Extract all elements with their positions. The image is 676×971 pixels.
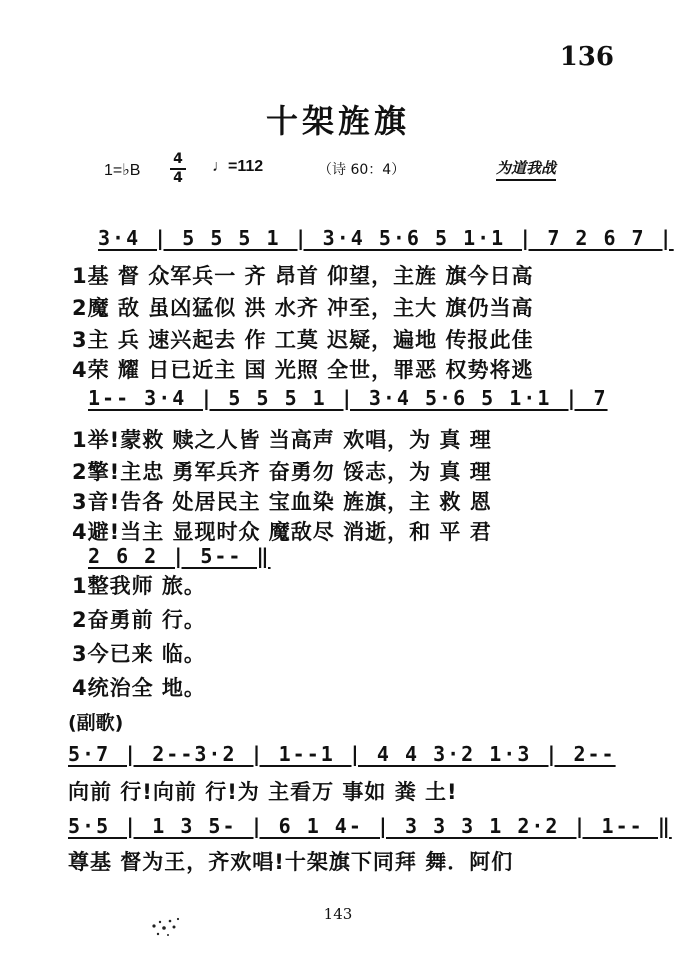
footer-page-number: 143 [323,905,353,923]
chorus-notation-line-2: 5·5 | 1 3 5- | 6 1 4- | 3 3 3 1 2·2 | 1-- ‖ [68,814,672,838]
lyric-verse-3-line-1: 3主 兵 速兴起去 作 工莫 迟疑，遍地 传报此佳 [72,328,534,352]
page-number: 136 [559,42,614,72]
chorus-lyric-line-1: 向前 行!向前 行!为 主看万 事如 粪 土! [68,780,458,804]
time-signature-top: 4 [173,151,183,167]
scripture-reference: （诗 60：4） [318,162,406,178]
tempo-marking: ♩=112 [212,158,264,175]
tune-name: 为道我战 [496,157,556,181]
lyric-verse-2-line-1: 2魔 敌 虽凶猛似 洪 水齐 冲至，主大 旗仍当高 [72,296,534,320]
notation-line-3: 2 6 2 | 5-- ‖ [88,544,271,568]
key-signature: 1=♭B [104,162,141,179]
lyric-verse-3-line-3: 3今已来 临。 [72,642,206,666]
notation-line-1: 3·4 | 5 5 5 1 | 3·4 5·6 5 1·1 | 7 2 6 7 | [98,226,674,250]
lyric-verse-1-line-2: 1举!蒙救 赎之人皆 当高声 欢唱，为 真 理 [72,428,492,452]
time-signature-bottom: 4 [173,170,183,186]
time-signature [170,152,186,186]
chorus-notation-line-1: 5·7 | 2--3·2 | 1--1 | 4 4 3·2 1·3 | 2-- [68,742,616,766]
lyric-verse-1-line-1: 1基 督 众军兵一 齐 昂首 仰望，主旌 旗今日高 [72,264,534,288]
lyric-verse-4-line-3: 4统治全 地。 [72,676,206,700]
lyric-verse-2-line-3: 2奋勇前 行。 [72,608,206,632]
lyric-verse-2-line-2: 2擎!主忠 勇军兵齐 奋勇勿 馁志，为 真 理 [72,460,492,484]
song-title: 十架旌旗 [265,102,410,140]
chorus-lyric-line-2: 尊基 督为王，齐欢唱!十架旗下同拜 舞．阿们 [68,850,514,874]
notation-line-2: 1-- 3·4 | 5 5 5 1 | 3·4 5·6 5 1·1 | 7 [88,386,608,410]
lyric-verse-1-line-3: 1整我师 旅。 [72,574,206,598]
lyric-verse-4-line-1: 4荣 耀 日已近主 国 光照 全世，罪恶 权势将逃 [72,358,534,382]
lyric-verse-3-line-2: 3音!告各 处居民主 宝血染 旌旗，主 救 恩 [72,490,492,514]
lyric-verse-4-line-2: 4避!当主 显现时众 魔敌尽 消逝，和 平 君 [72,520,492,544]
chorus-label: (副歌) [68,712,124,734]
